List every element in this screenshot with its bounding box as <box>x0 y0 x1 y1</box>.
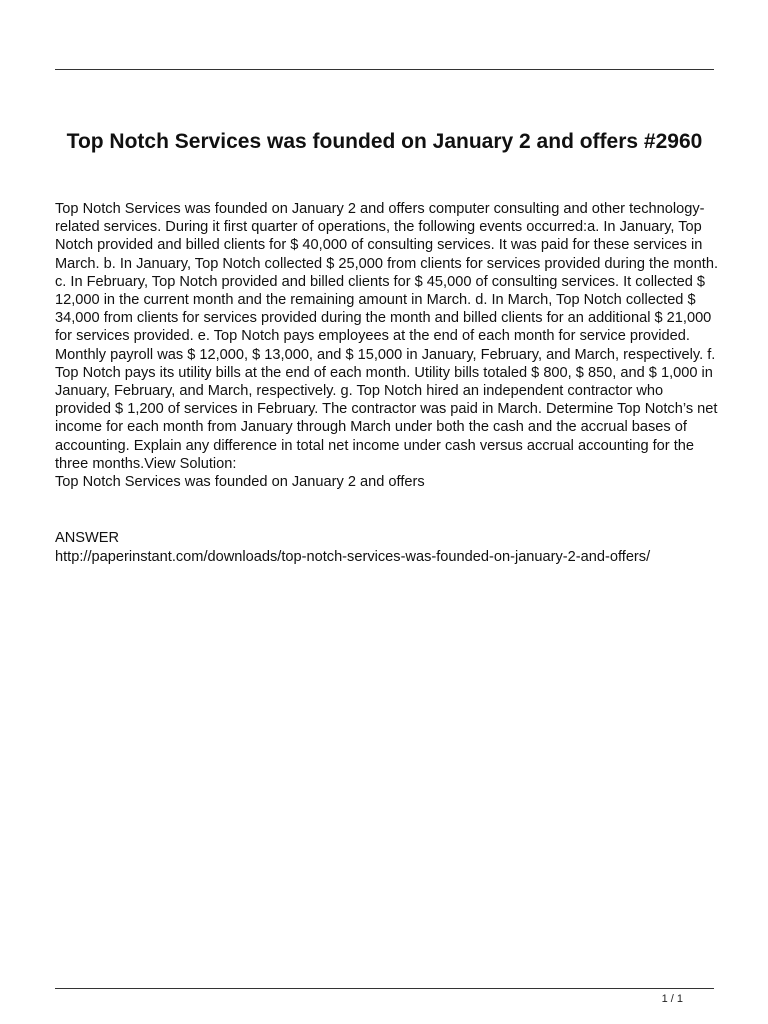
document-title: Top Notch Services was founded on January 2 and offers #2960 <box>66 130 703 153</box>
header-divider <box>55 69 714 70</box>
problem-text: Top Notch Services was founded on January 2 and offers computer consulting and other technology- related services. During it first quarter of operations, the following events occurred:a. In January, Top Notch provided and billed clients for $ 40,000 of consulting services. It was paid for these services in March. b. In January, Top Notch collected $ 25,000 from clients for services provided during the month. c. In February, Top Notch provided and billed clients for $ 45,000 of consulting services. It collected $ 12,000 in the current month and the remaining amount in March. d. In March, Top Notch collected $ 34,000 from clients for services provided during the month and billed clients for an additional $ 21,000 for services provided. e. Top Notch pays employees at the end of each month for service provided. Monthly payroll was $ 12,000, $ 13,000, and $ 15,000 in January, February, and March, respectively. f. Top Notch pays its utility bills at the end of each month. Utility bills totaled $ 800, $ 850, and $ 1,000 in January, February, and March, respectively. g. Top Notch hired an independent contractor who provided $ 1,200 of services in February. The contractor was paid in March. Determine Top Notch’s net income for each month from January through March under both the cash and the accrual bases of accounting. Explain any difference in total net income under cash versus accrual accounting for the three months.View Solution: <box>55 201 719 472</box>
answer-label: ANSWER <box>55 530 120 546</box>
page-number: 1 / 1 <box>661 993 683 1005</box>
solution-link[interactable]: Top Notch Services was founded on January 2 and offers <box>55 474 425 491</box>
footer-divider <box>55 988 714 989</box>
answer-url-link[interactable]: http://paperinstant.com/downloads/top-notch-services-was-founded-on-january-2-and-offers/ <box>55 548 651 565</box>
answer-section <box>55 529 715 566</box>
document-body <box>55 200 720 491</box>
